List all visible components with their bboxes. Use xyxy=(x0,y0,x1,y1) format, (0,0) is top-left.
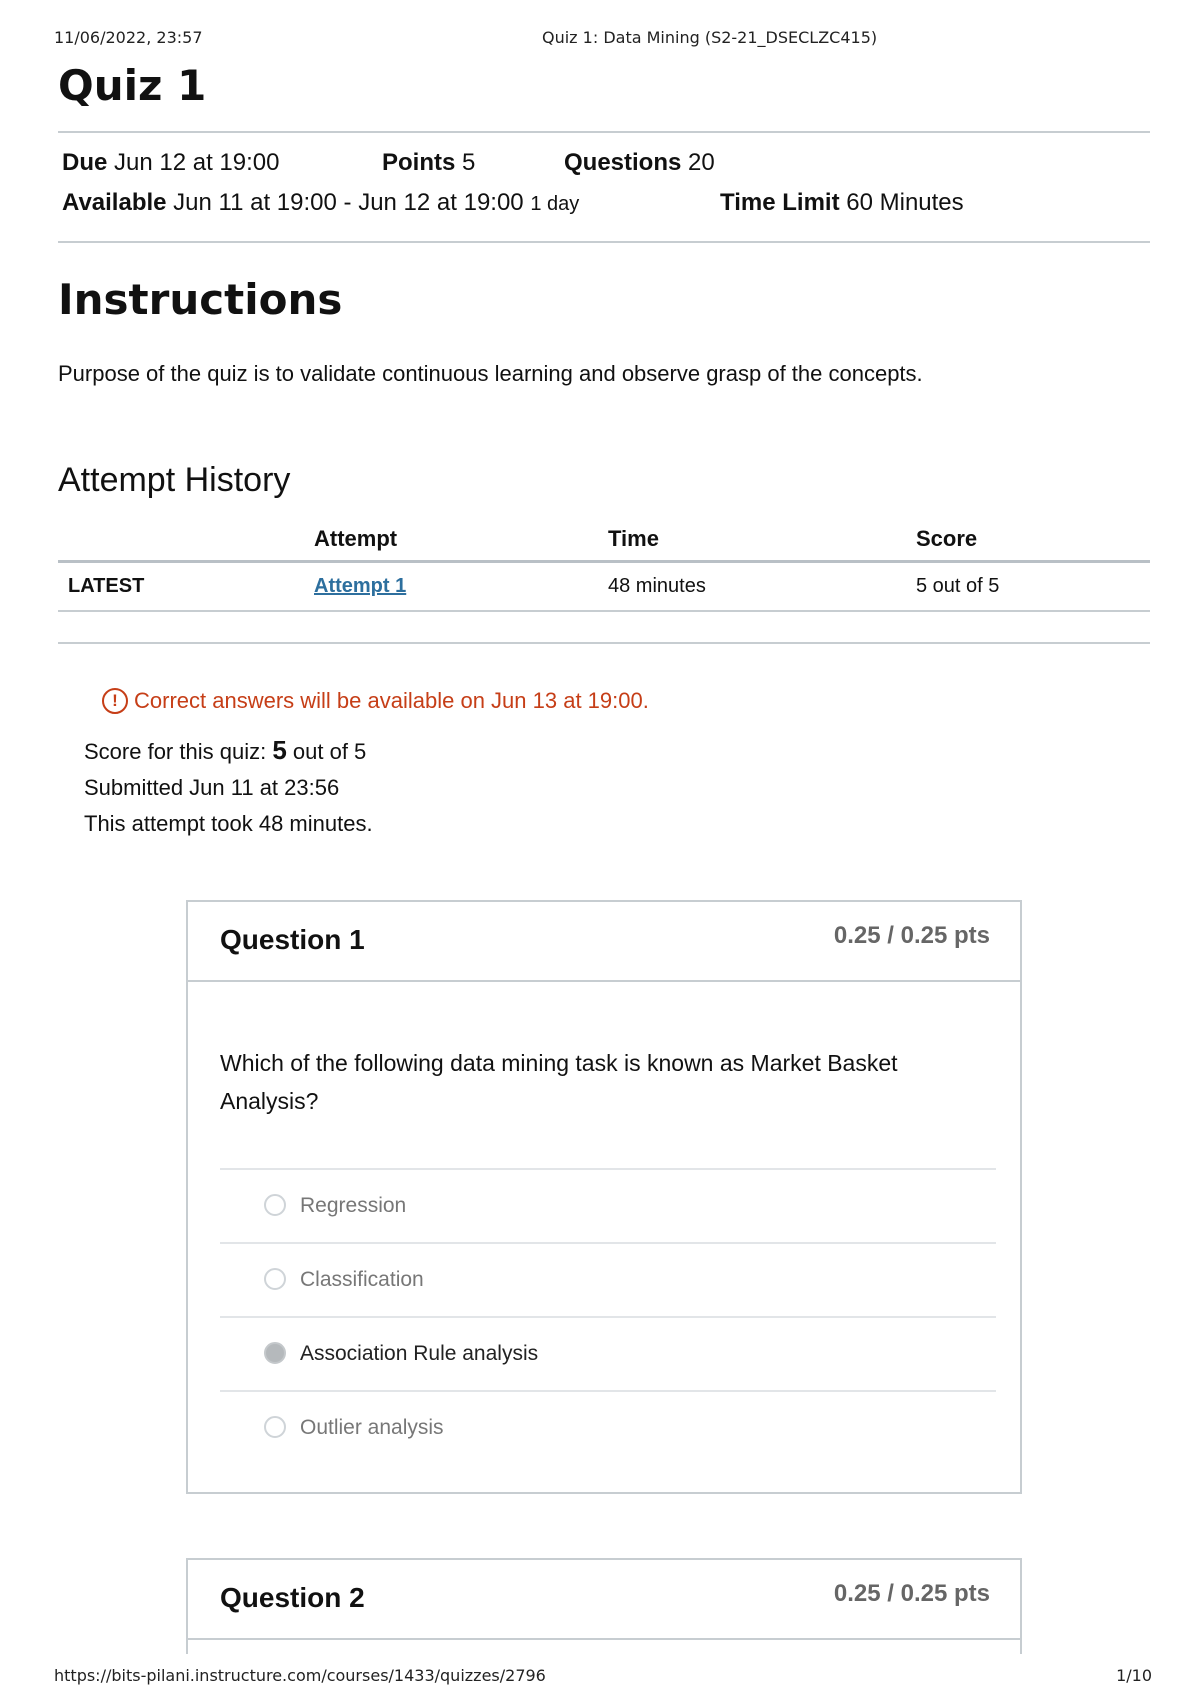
took-line: This attempt took 48 minutes. xyxy=(84,810,373,836)
print-url: https://bits-pilani.instructure.com/courses/1433/quizzes/2796 xyxy=(54,1666,546,1685)
available-value: Jun 11 at 19:00 - Jun 12 at 19:00 xyxy=(173,188,524,216)
latest-tag: LATEST xyxy=(58,561,304,611)
table-row xyxy=(58,561,1150,611)
time-cell: 48 minutes xyxy=(598,561,906,611)
score-suffix: out of 5 xyxy=(292,738,367,764)
print-page-number: 1/10 xyxy=(1116,1666,1152,1685)
answer-label: Classification xyxy=(300,1268,424,1291)
due-value: Jun 12 at 19:00 xyxy=(114,148,280,176)
attempt-cell xyxy=(304,561,598,611)
time-limit-label: Time Limit xyxy=(720,188,840,216)
time-limit-detail xyxy=(720,189,964,217)
column-header-time: Time xyxy=(598,518,906,562)
warning-circle-icon: ! xyxy=(102,688,128,714)
attempt-link[interactable]: Attempt 1 xyxy=(314,574,407,597)
radio-button[interactable] xyxy=(264,1416,286,1438)
column-header-tag xyxy=(58,518,304,562)
points-label: Points xyxy=(382,148,456,176)
column-header-score: Score xyxy=(906,518,1150,562)
questions-label: Questions xyxy=(564,148,682,176)
print-doc-title: Quiz 1: Data Mining (S2-21_DSECLZC415) xyxy=(542,28,878,47)
attempt-history-heading: Attempt History xyxy=(58,460,291,499)
available-label: Available xyxy=(62,188,167,216)
score-value: 5 xyxy=(272,734,287,765)
question-title: Question 1 xyxy=(220,924,365,955)
score-prefix: Score for this quiz: xyxy=(84,738,267,764)
answer-label: Regression xyxy=(300,1194,407,1217)
submitted-line: Submitted Jun 11 at 23:56 xyxy=(84,774,340,800)
question-card-2 xyxy=(186,1558,1022,1654)
score-cell: 5 out of 5 xyxy=(906,561,1150,611)
instructions-heading: Instructions xyxy=(58,274,343,324)
answer-option-selected[interactable] xyxy=(220,1316,996,1390)
radio-button-selected[interactable] xyxy=(264,1342,286,1364)
radio-button[interactable] xyxy=(264,1194,286,1216)
points-detail xyxy=(382,149,475,177)
answer-option[interactable] xyxy=(220,1390,996,1464)
points-value: 5 xyxy=(462,148,476,176)
question-points: 0.25 / 0.25 pts xyxy=(833,1580,990,1607)
attempt-history-table xyxy=(58,518,1150,612)
question-card-1 xyxy=(186,900,1022,1494)
instructions-text: Purpose of the quiz is to validate continuous learning and observe grasp of the concepts. xyxy=(58,360,923,386)
column-header-attempt: Attempt xyxy=(304,518,598,562)
answer-option[interactable] xyxy=(220,1242,996,1316)
radio-button[interactable] xyxy=(264,1268,286,1290)
question-title: Question 2 xyxy=(220,1582,365,1613)
available-detail xyxy=(62,189,579,217)
correct-answers-notice xyxy=(102,688,1150,714)
answer-label: Association Rule analysis xyxy=(300,1342,539,1365)
print-header xyxy=(54,28,1152,50)
answer-list xyxy=(220,1168,996,1464)
available-duration: 1 day xyxy=(530,192,580,215)
time-limit-value: 60 Minutes xyxy=(846,188,964,216)
questions-detail xyxy=(564,149,715,177)
question-header xyxy=(188,902,1020,982)
questions-value: 20 xyxy=(688,148,715,176)
attempt-summary xyxy=(84,732,1150,842)
quiz-details xyxy=(58,133,1150,241)
score-line xyxy=(84,732,1150,770)
print-datetime: 11/06/2022, 23:57 xyxy=(54,28,203,47)
question-header xyxy=(188,1560,1020,1640)
answer-label: Outlier analysis xyxy=(300,1416,444,1439)
print-footer xyxy=(54,1666,1152,1688)
answer-option[interactable] xyxy=(220,1168,996,1242)
attempt-history-header-row xyxy=(58,518,1150,562)
due-label: Due xyxy=(62,148,108,176)
due-detail xyxy=(62,149,279,177)
notice-text: Correct answers will be available on Jun 13 at 19:00. xyxy=(134,687,649,713)
question-text: Which of the following data mining task is known as Market Basket Analysis? xyxy=(220,1050,898,1114)
question-points: 0.25 / 0.25 pts xyxy=(833,922,990,949)
quiz-main xyxy=(58,60,1150,842)
quiz-title: Quiz 1 xyxy=(58,61,207,110)
